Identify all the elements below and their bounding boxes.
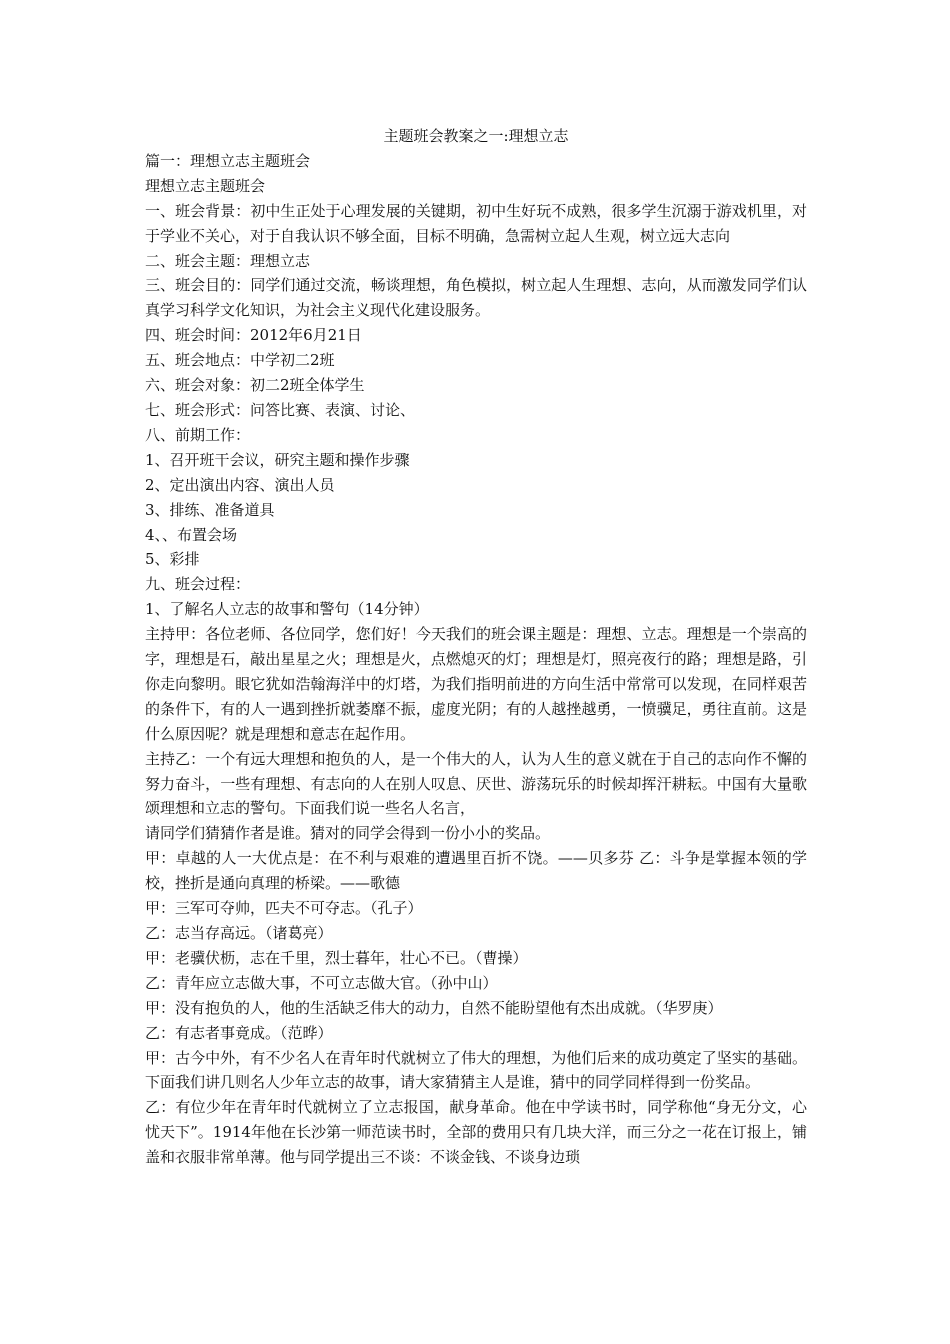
paragraph: 乙：志当存高远。（诸葛亮）: [145, 924, 333, 942]
paragraph: 主持乙：一个有远大理想和抱负的人，是一个伟大的人，认为人生的意义就在于自己的志向作不懈的努力奋斗，一些有理想、有志向的人在别人叹息、厌世、游荡玩乐的时候却挥汗耕耘。中国有大量歌颂理想和立志的警句。下面我们说一些名人名言，: [145, 749, 807, 818]
paragraph: 5、彩排: [145, 550, 200, 569]
paragraph: 八、前期工作：: [145, 425, 251, 444]
paragraph: 一、班会背景：初中生正处于心理发展的关键期，初中生好玩不成熟，很多学生沉溺于游戏机里，对于学业不关心，对于自我认识不够全面，目标不明确，急需树立起人生观，树立远大志向: [145, 201, 807, 245]
paragraph: 二、班会主题：理想立志: [145, 251, 311, 270]
paragraph: 甲：卓越的人一大优点是：在不利与艰难的遭遇里百折不饶。——贝多芬 乙：斗争是掌握本领的学校，挫折是通向真理的桥梁。——歌德: [145, 849, 807, 893]
paragraph: 五、班会地点：中学初二2班: [145, 351, 335, 370]
paragraph: 甲：古今中外，有不少名人在青年时代就树立了伟大的理想，为他们后来的成功奠定了坚实的基础。下面我们讲几则名人少年立志的故事，请大家猜猜主人是谁，猜中的同学同样得到一份奖品。: [145, 1048, 807, 1092]
paragraph: 3、排练、准备道具: [145, 500, 275, 519]
paragraph: 请同学们猜猜作者是谁。猜对的同学会得到一份小小的奖品。: [145, 824, 551, 843]
paragraph: 理想立志主题班会: [145, 176, 266, 195]
paragraph: 六、班会对象：初二2班全体学生: [145, 376, 365, 395]
paragraph: 1、召开班干会议，研究主题和操作步骤: [145, 450, 410, 469]
paragraph: 乙：有志者事竟成。（范晔）: [145, 1023, 333, 1042]
document-body: [145, 124, 807, 1170]
paragraph: 4、、布置会场: [145, 525, 238, 544]
paragraph: 主持甲：各位老师、各位同学，您们好！今天我们的班会课主题是：理想、立志。理想是一个崇高的字，理想是石，敲出星星之火；理想是火，点燃熄灭的灯；理想是灯，照亮夜行的路；理想是路，引你走向黎明。眼它犹如浩翰海洋中的灯塔，为我们指明前进的方向生活中常常可以发现，在同样艰苦的条件下，有的人一遇到挫折就萎靡不振，虚度光阴；有的人越挫越勇，一愤骥足，勇往直前。这是什么原因呢？就是理想和意志在起作用。: [145, 625, 807, 743]
paragraph: 三、班会目的：同学们通过交流，畅谈理想，角色模拟，树立起人生理想、志向，从而激发同学们认真学习科学文化知识，为社会主义现代化建设服务。: [145, 276, 807, 320]
paragraph: 2、定出演出内容、演出人员: [145, 475, 335, 494]
paragraph: 甲：没有抱负的人，他的生活缺乏伟大的动力，自然不能盼望他有杰出成就。（华罗庚）: [145, 998, 723, 1017]
paragraph: 1、了解名人立志的故事和警句（14分钟）: [145, 600, 429, 619]
paragraph: 九、班会过程：: [145, 575, 251, 594]
paragraph: 四、班会时间：2012年6月21日: [145, 326, 362, 345]
paragraph-list: [145, 149, 807, 1170]
paragraph: 甲：三军可夺帅，匹夫不可夺志。（孔子）: [145, 899, 423, 918]
paragraph: 乙：有位少年在青年时代就树立了立志报国，献身革命。他在中学读书时，同学称他“身无分文，心忧天下”。1914年他在长沙第一师范读书时，全部的费用只有几块大洋，而三分之一花在订报上，铺盖和衣服非常单薄。他与同学提出三不谈：不谈金钱、不谈身边琐: [145, 1098, 807, 1167]
paragraph: 篇一：理想立志主题班会: [145, 151, 311, 170]
paragraph: 七、班会形式：问答比赛、表演、讨论、: [145, 400, 416, 419]
paragraph: 乙：青年应立志做大事，不可立志做大官。（孙中山）: [145, 973, 498, 992]
paragraph: 甲：老骥伏枥，志在千里，烈士暮年，壮心不已。（曹操）: [145, 948, 528, 967]
document-title: 主题班会教案之一:理想立志: [383, 127, 569, 145]
